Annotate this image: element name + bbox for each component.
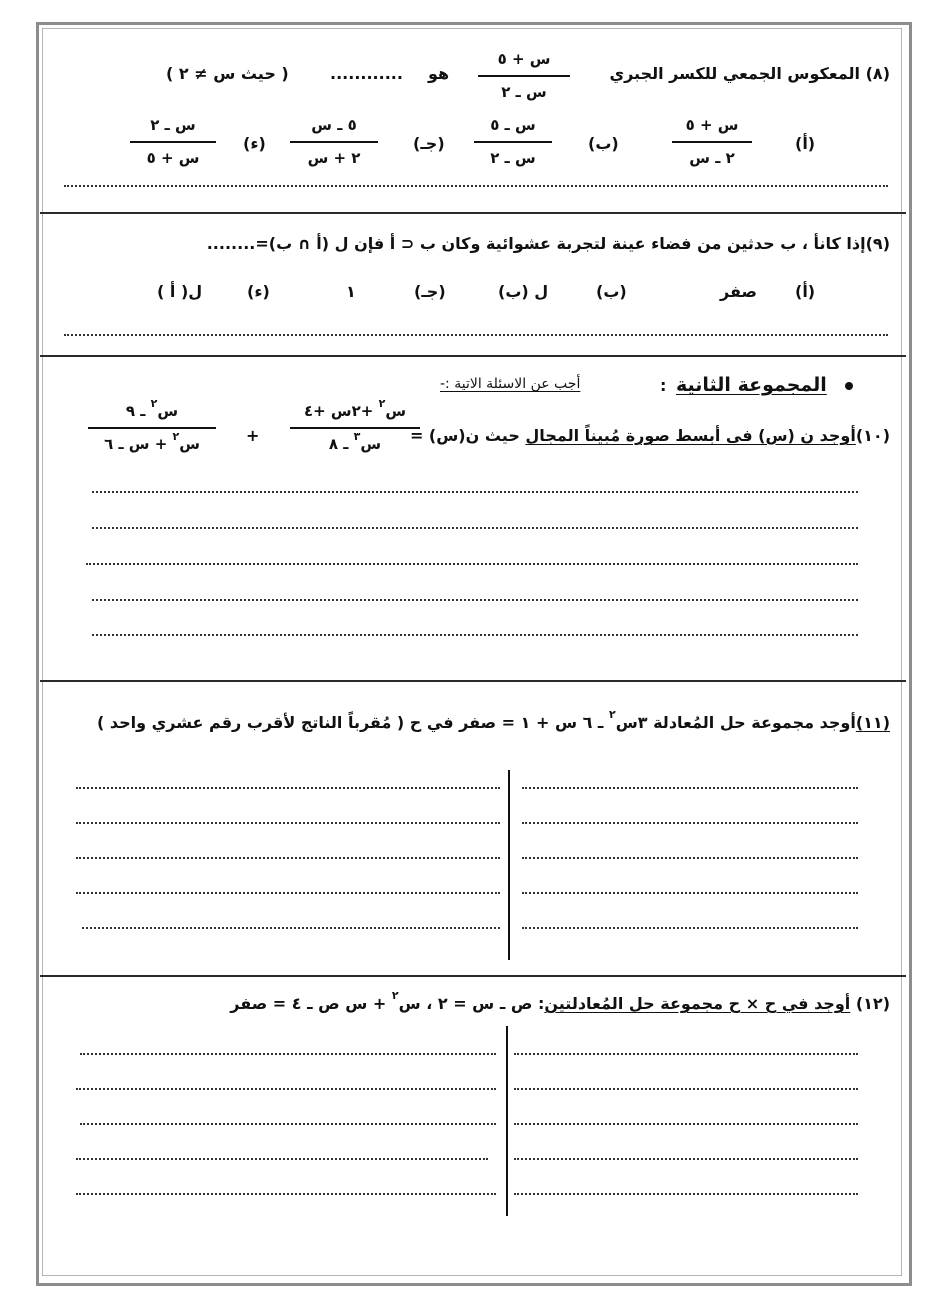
q10-fraction-1 — [290, 397, 420, 453]
q11-answer-line-left-4[interactable] — [76, 892, 500, 894]
q10-f1-den-sup: ٣ — [353, 430, 361, 443]
q12-answer-line-right-2[interactable] — [514, 1088, 858, 1090]
fraction-bar — [290, 141, 378, 143]
q8-choice-a-denominator: ٢ ـ س — [689, 149, 735, 167]
q10-underlined: أوجد ن (س) فى أبسط صورة مُبيناً المجال — [525, 426, 856, 445]
q12-answer-line-right-3[interactable] — [514, 1123, 858, 1125]
q8-choice-d-numerator: س ـ ٢ — [150, 116, 196, 134]
q10-answer-line-4[interactable] — [92, 599, 858, 601]
q9-answer-line[interactable] — [64, 334, 888, 336]
q10-f1-den-a: س — [360, 435, 382, 453]
q10-fraction-1-denominator — [290, 430, 420, 453]
q8-answer-line[interactable] — [64, 185, 888, 187]
q12-column-divider — [506, 1026, 508, 1216]
q8-choice-c-numerator: ٥ ـ س — [311, 116, 357, 134]
bullet-icon — [845, 382, 853, 390]
q8-is-word: هو — [428, 64, 450, 83]
q8-choice-b-fraction — [474, 118, 552, 166]
q11-number: (١١) — [855, 713, 890, 732]
q11-column-divider — [508, 770, 510, 960]
q9-choice-d-value: ل( أ ) — [157, 282, 203, 301]
q11-sup: ٢ — [608, 708, 616, 721]
section-divider — [40, 975, 906, 977]
q10-f2-den-a: س — [179, 435, 200, 453]
group2-instruction: أجب عن الاسئلة الاتية :- — [440, 376, 581, 392]
q10-answer-line-5[interactable] — [92, 634, 858, 636]
q11-question — [96, 708, 890, 732]
q9-choice-d-label[interactable]: (ء) — [247, 282, 270, 301]
q11-answer-line-left-1[interactable] — [76, 787, 500, 789]
group2-title: المجموعة الثانية — [676, 374, 827, 396]
q8-main-fraction — [478, 52, 570, 100]
q8-choice-c-denominator: ٢ + س — [307, 149, 361, 167]
q12-answer-line-left-5[interactable] — [76, 1193, 496, 1195]
section-divider — [40, 680, 906, 682]
q10-answer-line-1[interactable] — [92, 491, 858, 493]
q12-underlined: أوجد في ح × ح مجموعة حل المُعادلتين — [544, 994, 851, 1013]
q11-answer-line-right-1[interactable] — [522, 787, 858, 789]
q10-f1-den-b: ـ ٨ — [328, 435, 354, 453]
q10-f2-den-b: + س ـ ٦ — [104, 435, 173, 453]
q8-main-denominator: س ـ ٢ — [501, 83, 547, 101]
q12-answer-line-left-3[interactable] — [80, 1123, 496, 1125]
q10-fraction-2-numerator — [88, 397, 216, 420]
q11-text-b: ـ ٦ س + ١ = صفر في ح ( مُقرباً الناتج لأقرب رقم عشري واحد ) — [96, 713, 609, 732]
q9-choice-c-label[interactable]: (جـ) — [414, 282, 446, 301]
q10-number: (١٠) — [855, 426, 890, 445]
q8-choice-a-label[interactable]: (أ) — [795, 134, 816, 153]
q9-choice-b-label[interactable]: (ب) — [596, 282, 627, 301]
q8-answer-dots: ............ — [330, 64, 403, 83]
q8-choice-b-denominator: س ـ ٢ — [490, 149, 536, 167]
q11-answer-line-right-4[interactable] — [522, 892, 858, 894]
q12-text-a: : ص ـ س = ٢ ، س — [398, 994, 545, 1013]
q10-answer-line-2[interactable] — [92, 527, 858, 529]
q12-answer-line-left-1[interactable] — [80, 1053, 496, 1055]
fraction-bar — [88, 427, 216, 429]
q10-f2-num-sup: ٢ — [150, 397, 158, 410]
q9-choice-b-value: ل (ب) — [498, 282, 549, 301]
section-divider — [40, 212, 906, 214]
q10-rest: حيث ن(س) = — [409, 426, 520, 445]
section-divider — [40, 355, 906, 357]
fraction-bar — [290, 427, 420, 429]
q11-answer-line-left-3[interactable] — [76, 857, 500, 859]
q9-choice-a-value: صفر — [720, 282, 757, 301]
q8-choice-a-numerator: س + ٥ — [685, 116, 739, 134]
q8-choice-b-numerator: س ـ ٥ — [490, 116, 536, 134]
q10-f2-num-b: ـ ٩ — [125, 402, 151, 420]
q12-answer-line-right-4[interactable] — [514, 1158, 858, 1160]
q11-answer-line-left-5[interactable] — [82, 927, 500, 929]
q8-choice-c-label[interactable]: (جـ) — [413, 134, 445, 153]
q12-number: (١٢) — [855, 994, 890, 1013]
q10-fraction-1-numerator — [290, 397, 420, 420]
fraction-bar — [130, 141, 216, 143]
q10-f1-num-sup: ٢ — [378, 397, 386, 410]
q8-choice-d-fraction — [130, 118, 216, 166]
q10-fraction-2 — [88, 397, 216, 453]
q10-answer-line-3[interactable] — [86, 563, 858, 565]
q9-question: (٩)إذا كانأ ، ب حدثين من فضاء عينة لتجربة عشوائية وكان ب ⊂ أ فإن ل (أ ∩ ب)=........ — [206, 234, 890, 253]
q8-condition: ( حيث س ≠ ٢ ) — [166, 64, 289, 83]
q8-lead: (٨) المعكوس الجمعي للكسر الجبري — [609, 64, 890, 83]
q11-text-a: أوجد مجموعة حل المُعادلة ٣س — [615, 713, 856, 732]
q9-choice-a-label[interactable]: (أ) — [795, 282, 816, 301]
q10-plus-sign: + — [246, 426, 260, 445]
q10-f2-den-sup: ٢ — [172, 430, 180, 443]
q8-main-numerator: س + ٥ — [497, 50, 551, 68]
q8-choice-b-label[interactable]: (ب) — [588, 134, 619, 153]
group2-colon: : — [660, 376, 667, 395]
q12-answer-line-right-5[interactable] — [514, 1193, 858, 1195]
q10-f1-num-b: +٢س +٤ — [303, 402, 379, 420]
q12-answer-line-left-4[interactable] — [76, 1158, 488, 1160]
q8-choice-c-fraction — [290, 118, 378, 166]
q11-answer-line-right-5[interactable] — [522, 927, 858, 929]
fraction-bar — [474, 141, 552, 143]
q12-text-b: + س ص ـ ٤ = صفر — [230, 994, 392, 1013]
q11-answer-line-right-3[interactable] — [522, 857, 858, 859]
q12-answer-line-left-2[interactable] — [76, 1088, 496, 1090]
q11-answer-line-left-2[interactable] — [76, 822, 500, 824]
q8-choice-d-denominator: س + ٥ — [146, 149, 200, 167]
q11-answer-line-right-2[interactable] — [522, 822, 858, 824]
q10-f2-num-a: س — [157, 402, 179, 420]
q10-f1-num-a: س — [385, 402, 407, 420]
q8-choice-d-label[interactable]: (ء) — [243, 134, 266, 153]
q12-question — [230, 989, 890, 1013]
fraction-bar — [672, 141, 752, 143]
q9-choice-c-value: ١ — [346, 282, 356, 301]
q8-choice-a-fraction — [672, 118, 752, 166]
q12-sup: ٢ — [391, 989, 399, 1002]
q10-question — [410, 428, 890, 444]
q10-fraction-2-denominator — [88, 430, 216, 453]
fraction-bar — [478, 75, 570, 77]
q12-answer-line-right-1[interactable] — [514, 1053, 858, 1055]
